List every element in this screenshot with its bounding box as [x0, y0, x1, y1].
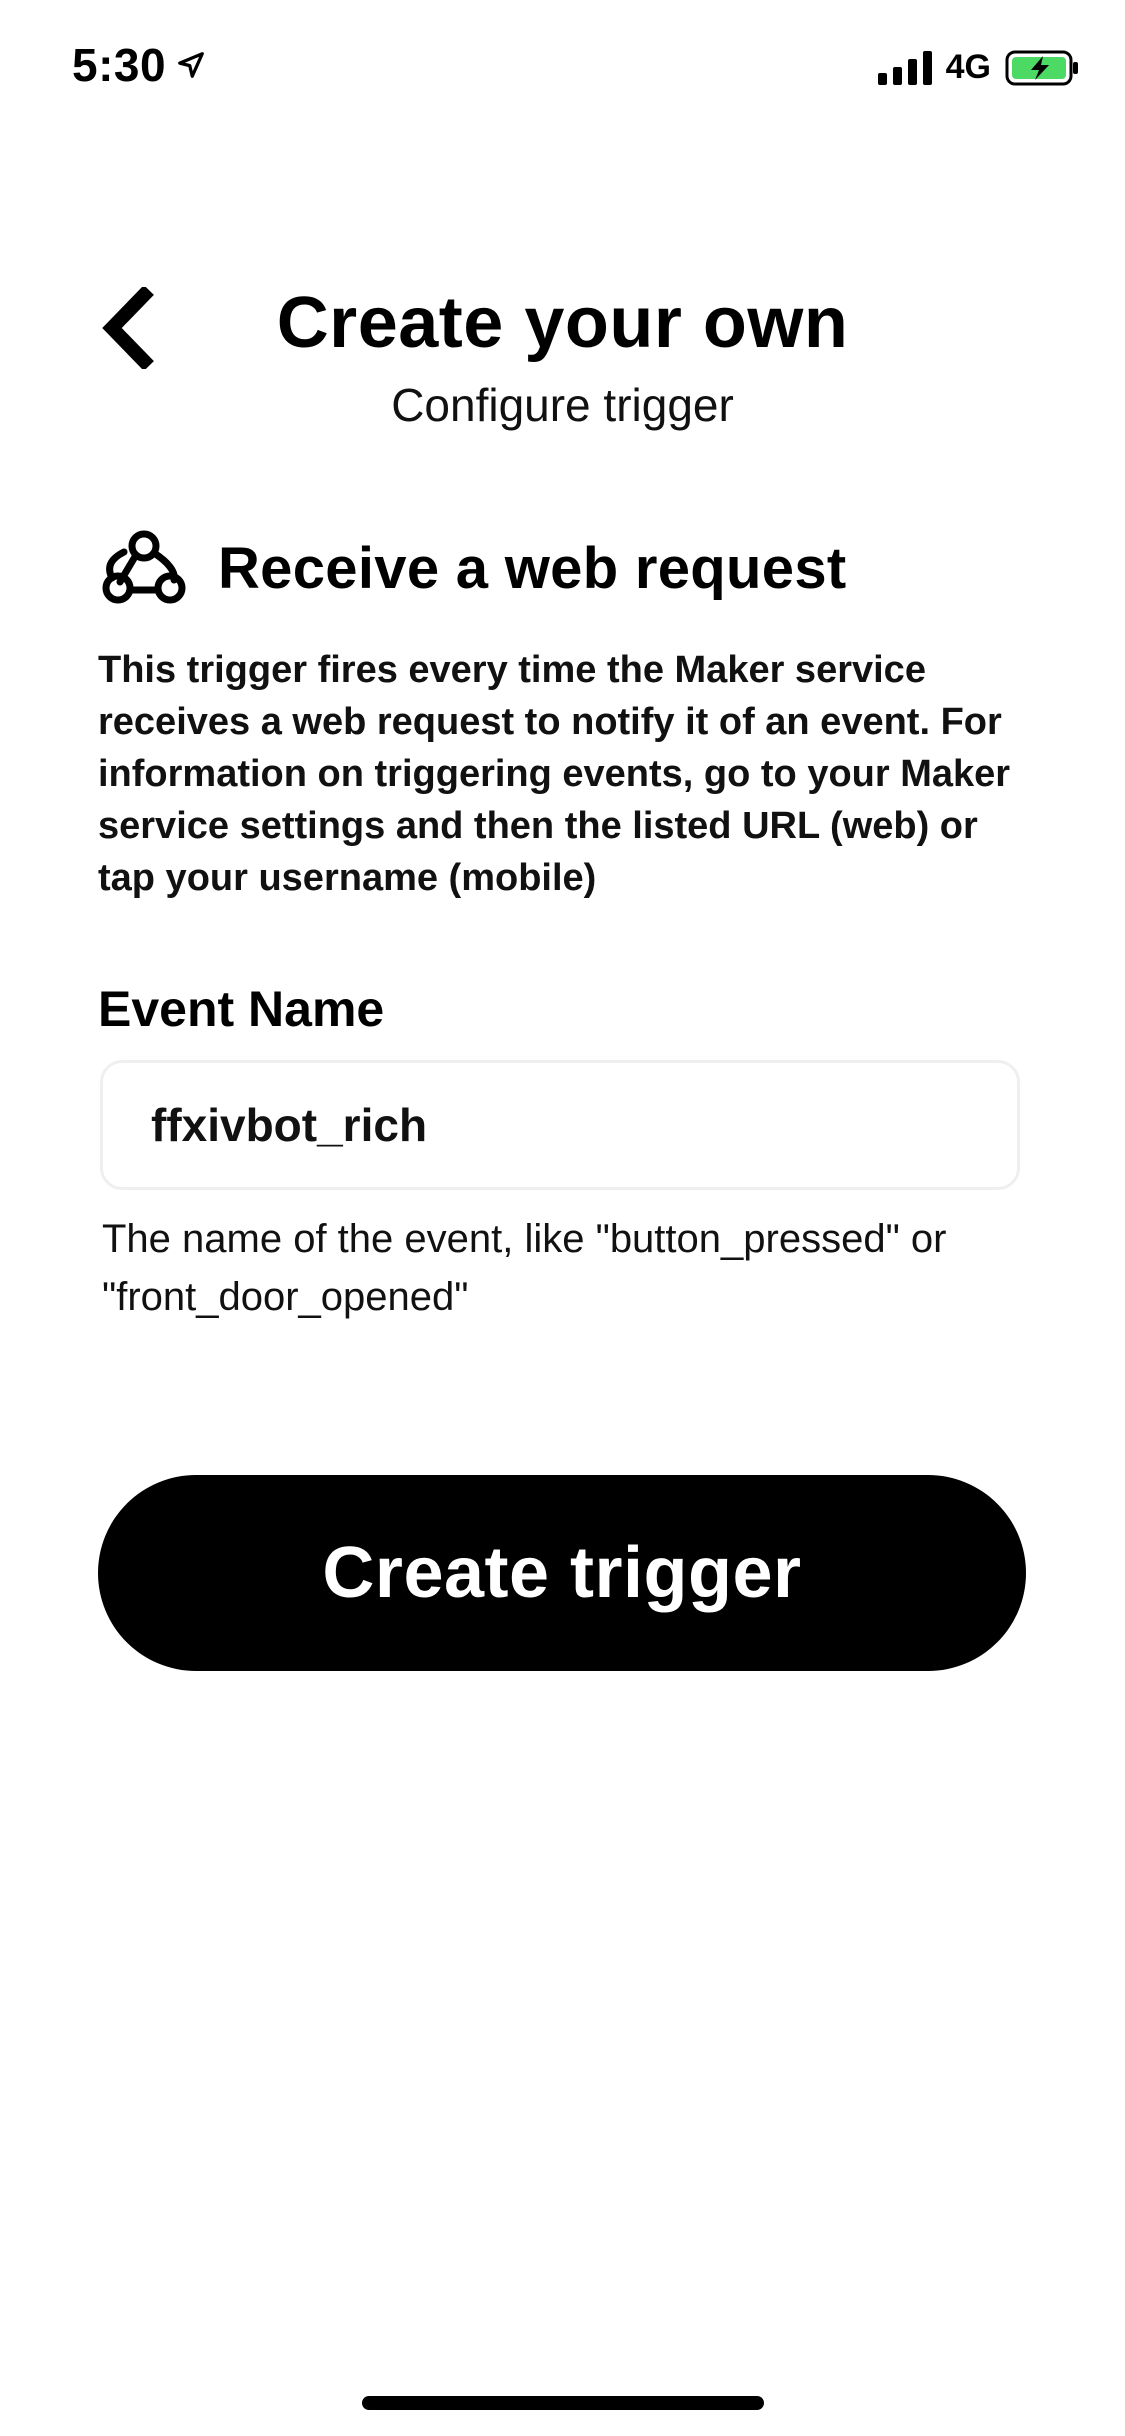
- event-name-help-text: The name of the event, like "button_pressed" or "front_door_opened": [102, 1217, 947, 1319]
- create-trigger-button[interactable]: Create trigger: [98, 1475, 1026, 1671]
- service-title: Receive a web request: [218, 535, 847, 601]
- event-name-label: Event Name: [98, 981, 385, 1037]
- service-description: This trigger fires every time the Maker service receives a web request to notify it of an event. For information on triggering events, go to your Maker service settings and then the listed URL (web) or tap your username (mobile): [98, 649, 1011, 899]
- event-name-field-container: [100, 1060, 1020, 1190]
- page-subtitle: Configure trigger: [391, 379, 734, 431]
- status-indicators: [878, 48, 1081, 87]
- network-type: 4G: [945, 48, 991, 86]
- cellular-signal-icon: [878, 51, 932, 85]
- status-time: [72, 38, 206, 92]
- home-indicator: [362, 2396, 764, 2410]
- location-arrow-icon: [176, 50, 206, 80]
- battery-charging-icon: [1005, 50, 1081, 86]
- status-bar: [0, 0, 1125, 140]
- event-name-input[interactable]: [103, 1098, 1017, 1152]
- status-time-label: 5:30: [72, 39, 167, 91]
- page-title: Create your own: [276, 283, 849, 363]
- webhooks-icon: [98, 522, 190, 614]
- service-heading: [98, 522, 847, 614]
